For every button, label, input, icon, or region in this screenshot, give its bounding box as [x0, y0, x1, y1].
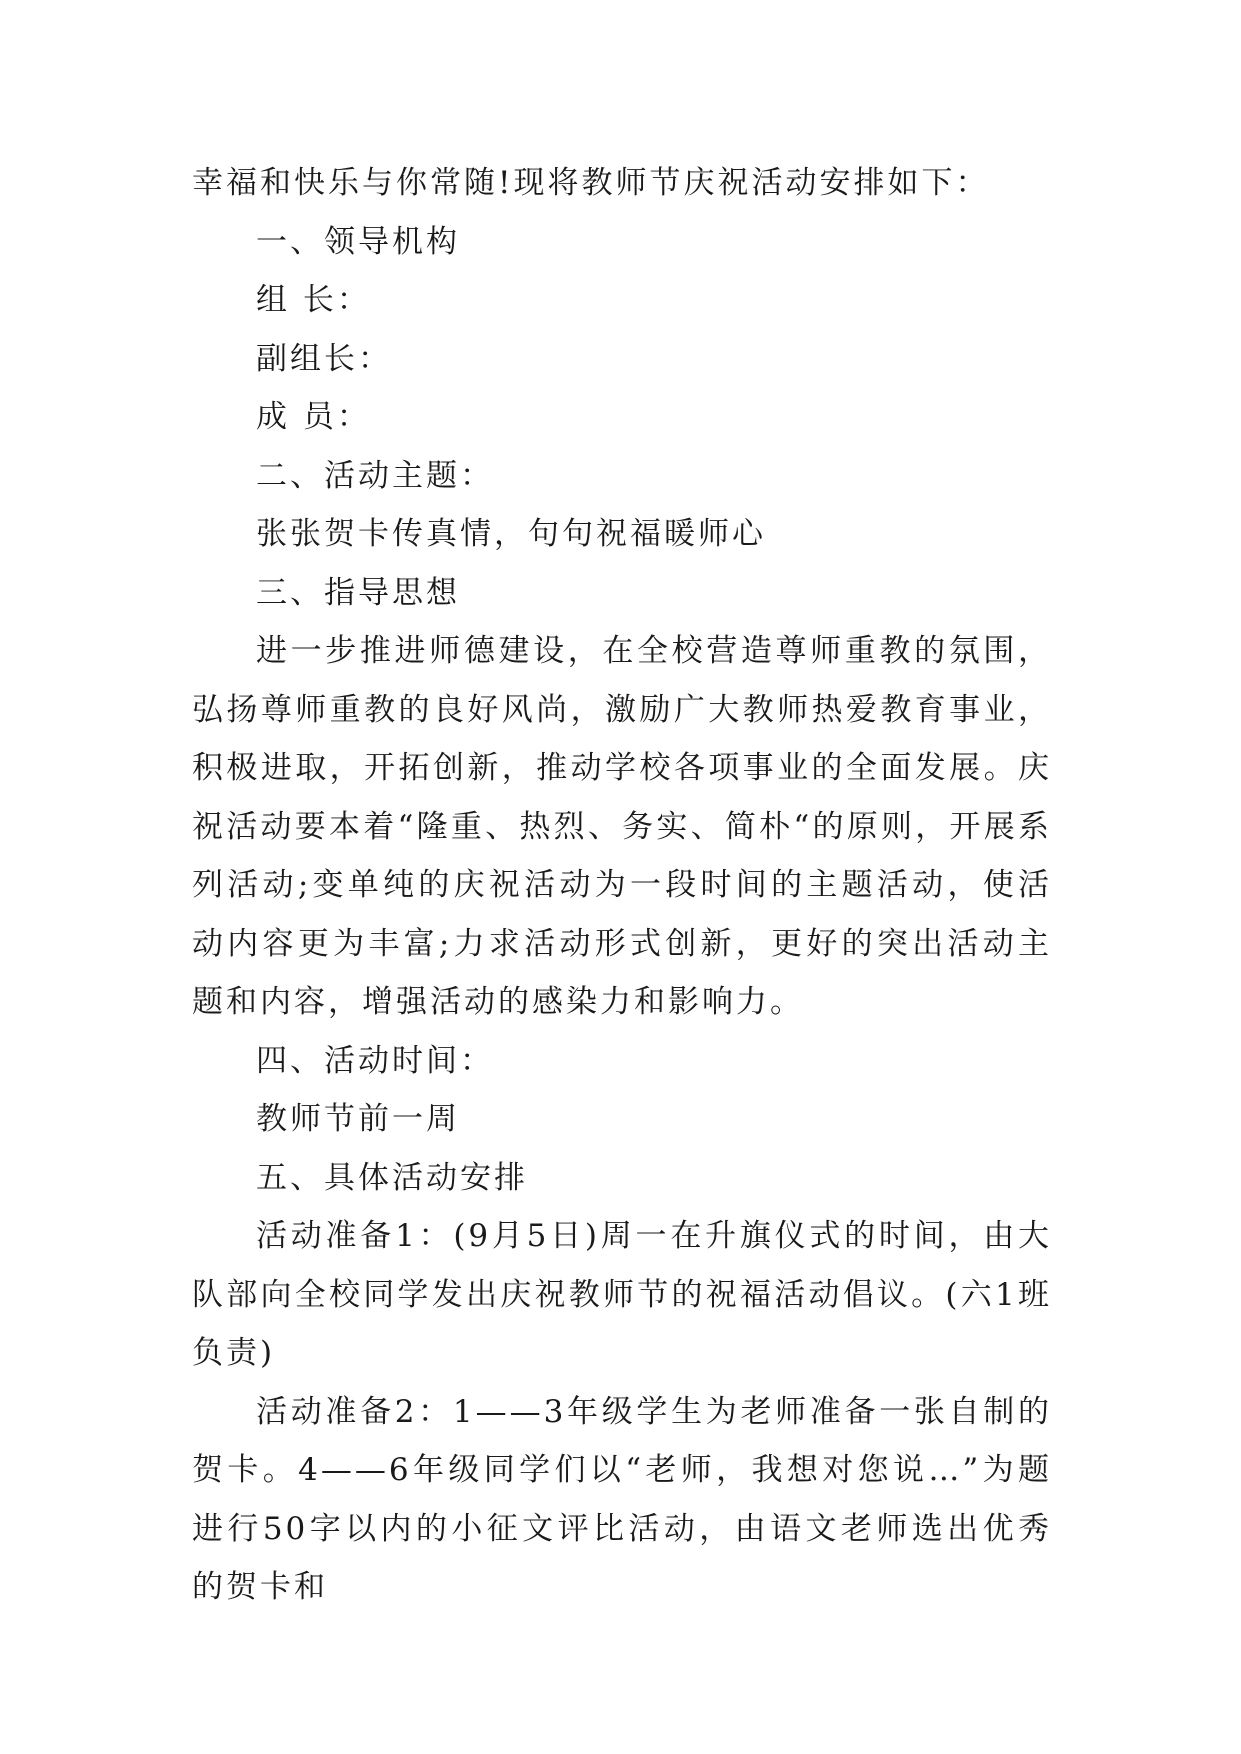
section-heading-arrangement: 五、具体活动安排: [256, 1159, 528, 1196]
section-heading-guiding-idea: 三、指导思想: [256, 574, 460, 611]
members-label: 成 员：: [256, 399, 371, 435]
document-page: [192, 154, 1052, 1617]
section-heading-theme: 二、活动主题：: [256, 457, 494, 494]
time-text: 教师节前一周: [256, 1101, 460, 1137]
intro-line: 幸福和快乐与你常随!现将教师节庆祝活动安排如下：: [192, 165, 990, 201]
theme-text: 张张贺卡传真情，句句祝福暖师心: [256, 516, 766, 552]
guiding-idea-paragraph: 进一步推进师德建设，在全校营造尊师重教的氛围，弘扬尊师重教的良好风尚，激励广大教师热爱教育事业，积极进取，开拓创新，推动学校各项事业的全面发展。庆祝活动要本着“隆重、热烈、务实、简朴“的原则，开展系列活动;变单纯的庆祝活动为一段时间的主题活动，使活动内容更为丰富;力求活动形式创新，更好的突出活动主题和内容，增强活动的感染力和影响力。: [192, 633, 1052, 1020]
leader-label: 组 长：: [256, 282, 371, 318]
section-heading-leadership: 一、领导机构: [256, 223, 460, 260]
section-heading-time: 四、活动时间：: [256, 1042, 494, 1079]
deputy-leader-label: 副组长：: [256, 340, 392, 377]
activity-prep-1-paragraph: 活动准备1：(9月5日)周一在升旗仪式的时间，由大队部向全校同学发出庆祝教师节的祝福活动倡议。(六1班负责): [192, 1218, 1052, 1371]
activity-prep-2-paragraph: 活动准备2：1——3年级学生为老师准备一张自制的贺卡。4——6年级同学们以“老师，我想对您说…”为题进行50字以内的小征文评比活动，由语文老师选出优秀的贺卡和: [192, 1393, 1052, 1605]
